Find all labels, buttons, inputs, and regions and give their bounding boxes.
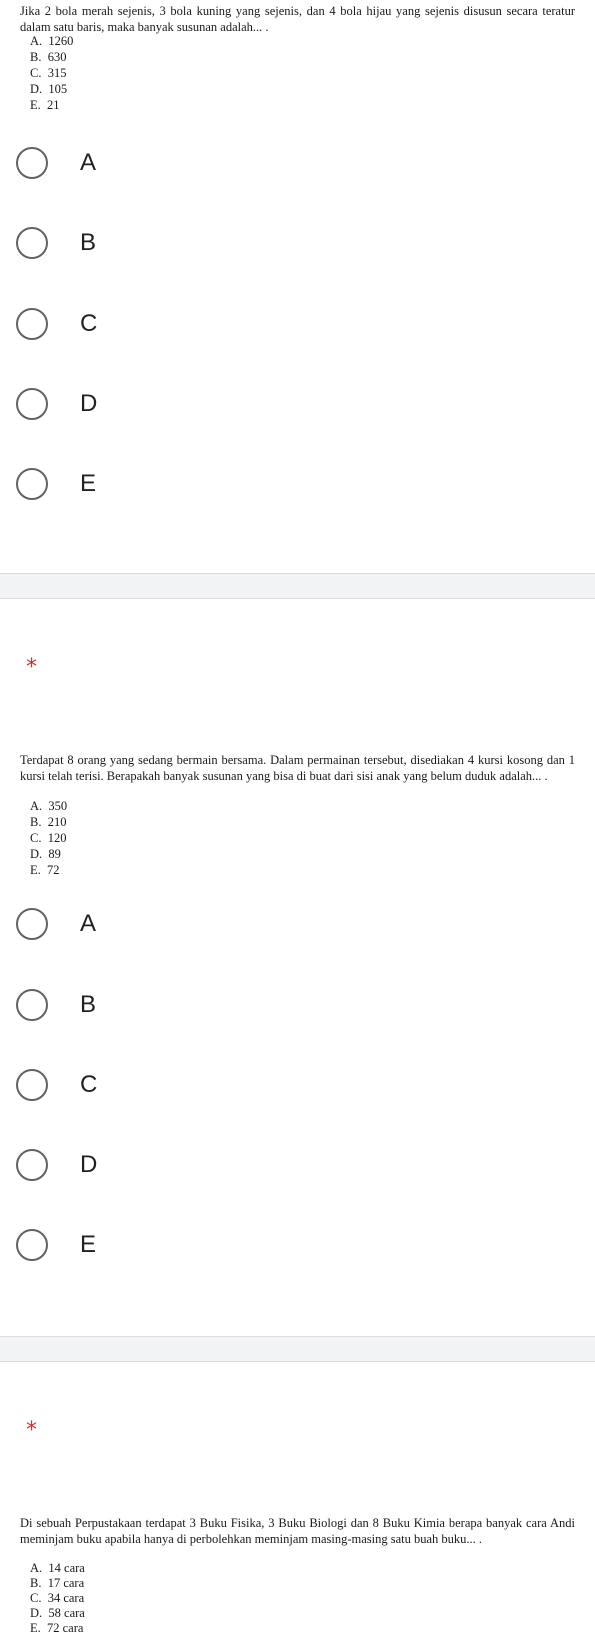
radio-button[interactable]	[16, 1069, 48, 1101]
question-card-3	[0, 1362, 595, 1650]
radio-label: A	[80, 149, 97, 176]
radio-label: C	[80, 310, 98, 337]
choice-line-a: A. 1260	[30, 34, 74, 48]
radio-option-d[interactable]	[0, 1137, 595, 1197]
radio-label: B	[80, 991, 97, 1018]
section-divider	[0, 573, 595, 599]
question-text: Di sebuah Perpustakaan terdapat 3 Buku Fisika, 3 Buku Biologi dan 8 Buku Kimia berapa banyak cara Andi meminjam buku apabila hanya di perbolehkan meminjam masing-masing satu buah buku... .	[20, 1516, 575, 1546]
radio-option-d[interactable]	[0, 376, 595, 436]
radio-option-e[interactable]	[0, 456, 595, 516]
choice-line-d: D. 89	[30, 847, 61, 861]
radio-option-b[interactable]	[0, 215, 595, 275]
radio-label: E	[80, 1231, 97, 1258]
radio-option-a[interactable]	[0, 135, 595, 195]
choice-line-c: C. 34 cara	[30, 1591, 85, 1605]
radio-button[interactable]	[16, 468, 48, 500]
question-text: Jika 2 bola merah sejenis, 3 bola kuning yang sejenis, dan 4 bola hijau yang sejenis disusun secara teratur dalam satu baris, maka banyak susunan adalah... .	[20, 4, 575, 34]
radio-button[interactable]	[16, 147, 48, 179]
radio-button[interactable]	[16, 1149, 48, 1181]
radio-button[interactable]	[16, 908, 48, 940]
section-divider	[0, 1336, 595, 1362]
radio-label: B	[80, 229, 97, 256]
required-asterisk: *	[26, 1418, 37, 1443]
choice-line-e: E. 72 cara	[30, 1621, 84, 1635]
radio-option-e[interactable]	[0, 1217, 595, 1277]
radio-label: E	[80, 470, 97, 497]
radio-option-a[interactable]	[0, 896, 595, 956]
radio-button[interactable]	[16, 989, 48, 1021]
radio-button[interactable]	[16, 1229, 48, 1261]
choice-line-b: B. 630	[30, 50, 67, 64]
radio-button[interactable]	[16, 227, 48, 259]
choice-line-a: A. 350	[30, 799, 68, 813]
radio-label: D	[80, 1151, 98, 1178]
required-asterisk: *	[26, 655, 37, 680]
question-card-1	[0, 0, 595, 573]
choice-line-e: E. 21	[30, 98, 60, 112]
choice-line-b: B. 17 cara	[30, 1576, 85, 1590]
radio-button[interactable]	[16, 308, 48, 340]
choice-line-d: D. 105	[30, 82, 68, 96]
radio-label: C	[80, 1071, 98, 1098]
choice-line-c: C. 315	[30, 66, 67, 80]
radio-label: A	[80, 910, 97, 937]
choice-line-b: B. 210	[30, 815, 67, 829]
choice-line-e: E. 72	[30, 863, 60, 877]
choice-line-d: D. 58 cara	[30, 1606, 85, 1620]
question-text: Terdapat 8 orang yang sedang bermain bersama. Dalam permainan tersebut, disediakan 4 kursi kosong dan 1 kursi telah terisi. Berapakah banyak susunan yang bisa di buat dari sisi anak yang belum duduk adalah... .	[20, 753, 575, 783]
question-card-2	[0, 599, 595, 1336]
choice-line-c: C. 120	[30, 831, 67, 845]
radio-label: D	[80, 390, 98, 417]
radio-option-b[interactable]	[0, 977, 595, 1037]
radio-option-c[interactable]	[0, 1057, 595, 1117]
choice-line-a: A. 14 cara	[30, 1561, 85, 1575]
radio-button[interactable]	[16, 388, 48, 420]
radio-option-c[interactable]	[0, 296, 595, 356]
